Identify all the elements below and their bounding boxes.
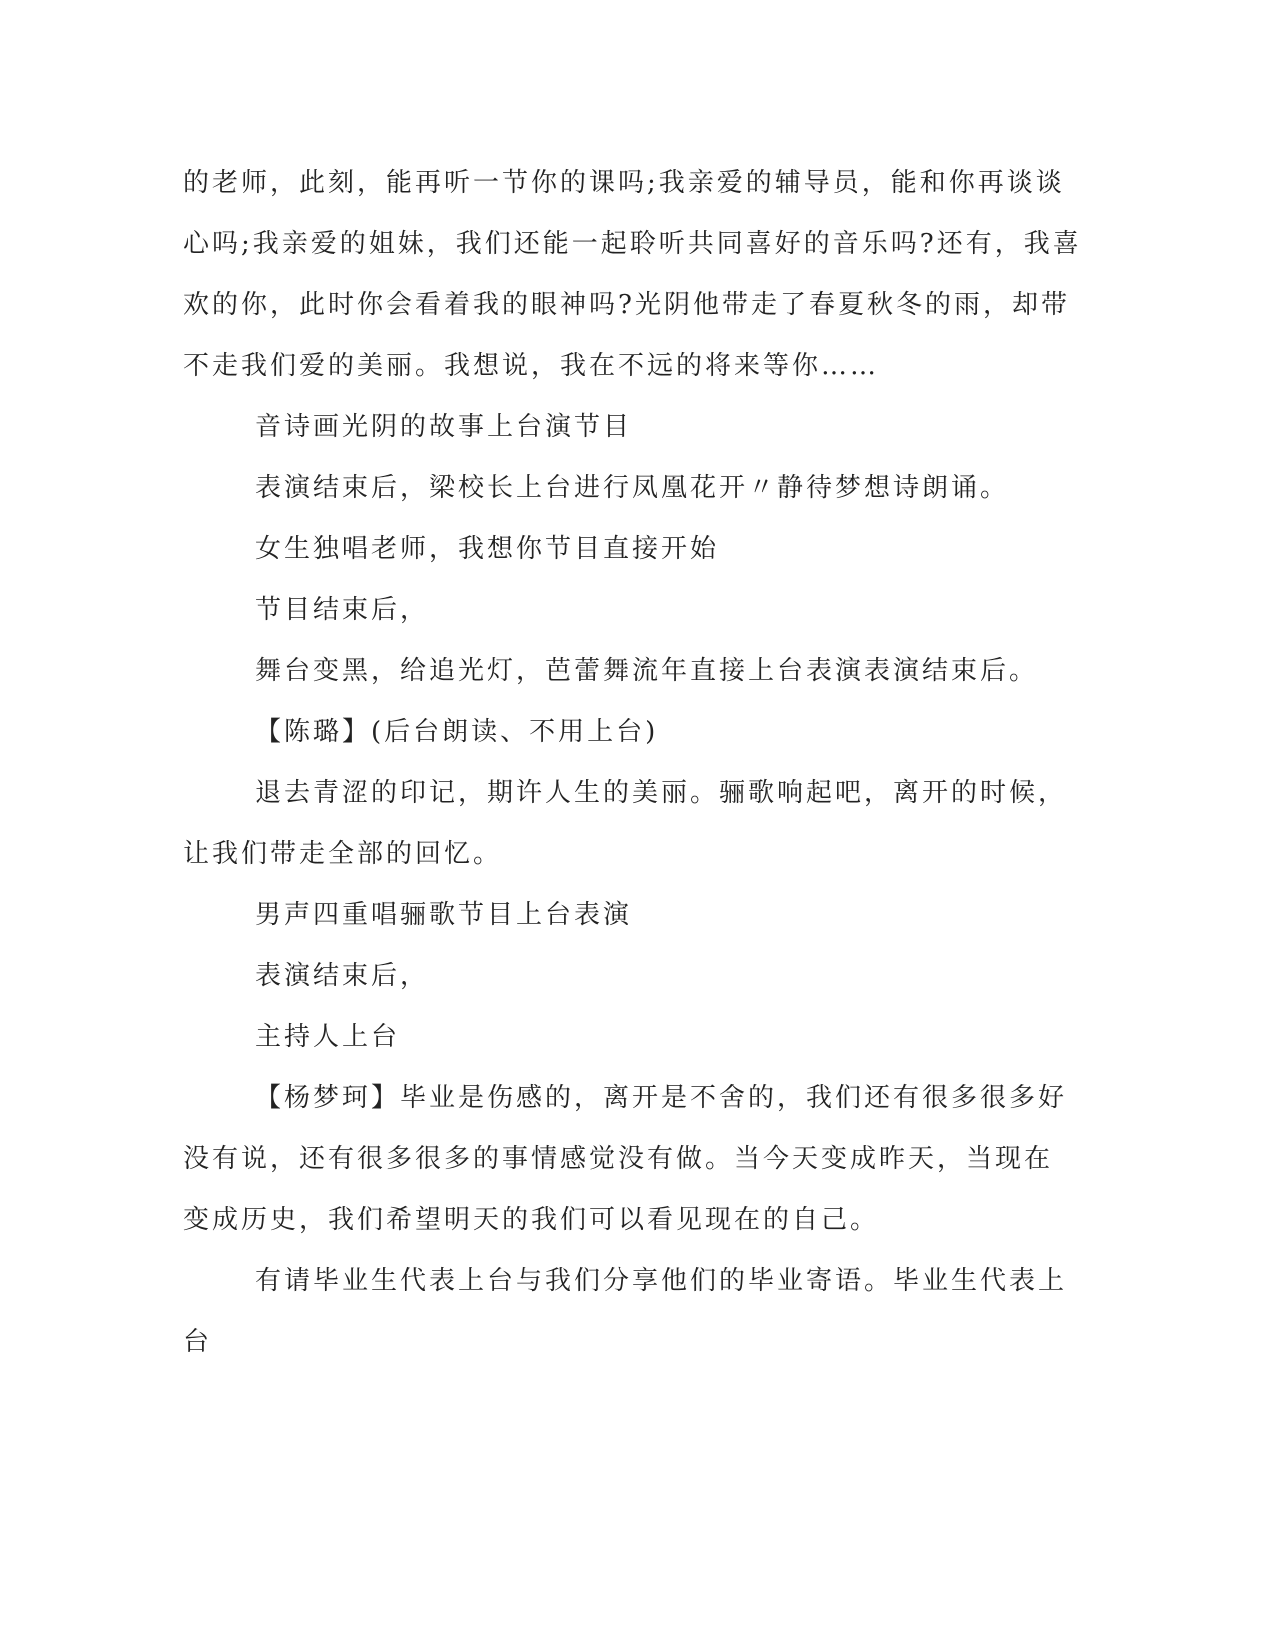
text-line: 主持人上台 <box>255 1022 401 1052</box>
text-line: 男声四重唱骊歌节目上台表演 <box>255 900 633 930</box>
text-line: 节目结束后， <box>255 595 430 625</box>
text-line: 【陈璐】(后台朗读、不用上台) <box>255 717 659 747</box>
text-line: 【杨梦珂】毕业是伤感的，离开是不舍的，我们还有很多很多好 <box>255 1083 1068 1113</box>
text-line: 退去青涩的印记，期许人生的美丽。骊歌响起吧，离开的时候， <box>255 778 1068 808</box>
text-line: 台 <box>183 1327 213 1357</box>
document-body <box>183 153 1083 1373</box>
text-line: 音诗画光阴的故事上台演节目 <box>255 412 633 442</box>
text-line: 让我们带走全部的回忆。 <box>183 839 503 869</box>
text-line: 表演结束后， <box>255 961 430 991</box>
text-line: 不走我们爱的美丽。我想说，我在不远的将来等你…… <box>183 351 880 381</box>
text-line: 欢的你，此时你会看着我的眼神吗?光阴他带走了春夏秋冬的雨，却带 <box>183 290 1070 320</box>
text-line: 有请毕业生代表上台与我们分享他们的毕业寄语。毕业生代表上 <box>255 1266 1068 1296</box>
text-line: 舞台变黑，给追光灯，芭蕾舞流年直接上台表演表演结束后。 <box>255 656 1039 686</box>
text-line: 表演结束后，梁校长上台进行凤凰花开〃静待梦想诗朗诵。 <box>255 473 1010 503</box>
text-line: 没有说，还有很多很多的事情感觉没有做。当今天变成昨天，当现在 <box>183 1144 1054 1174</box>
text-line: 女生独唱老师，我想你节目直接开始 <box>255 534 720 564</box>
text-line: 变成历史，我们希望明天的我们可以看见现在的自己。 <box>183 1205 880 1235</box>
text-line: 心吗;我亲爱的姐妹，我们还能一起聆听共同喜好的音乐吗?还有，我喜 <box>183 229 1082 259</box>
text-line: 的老师，此刻，能再听一节你的课吗;我亲爱的辅导员，能和你再谈谈 <box>183 168 1065 198</box>
